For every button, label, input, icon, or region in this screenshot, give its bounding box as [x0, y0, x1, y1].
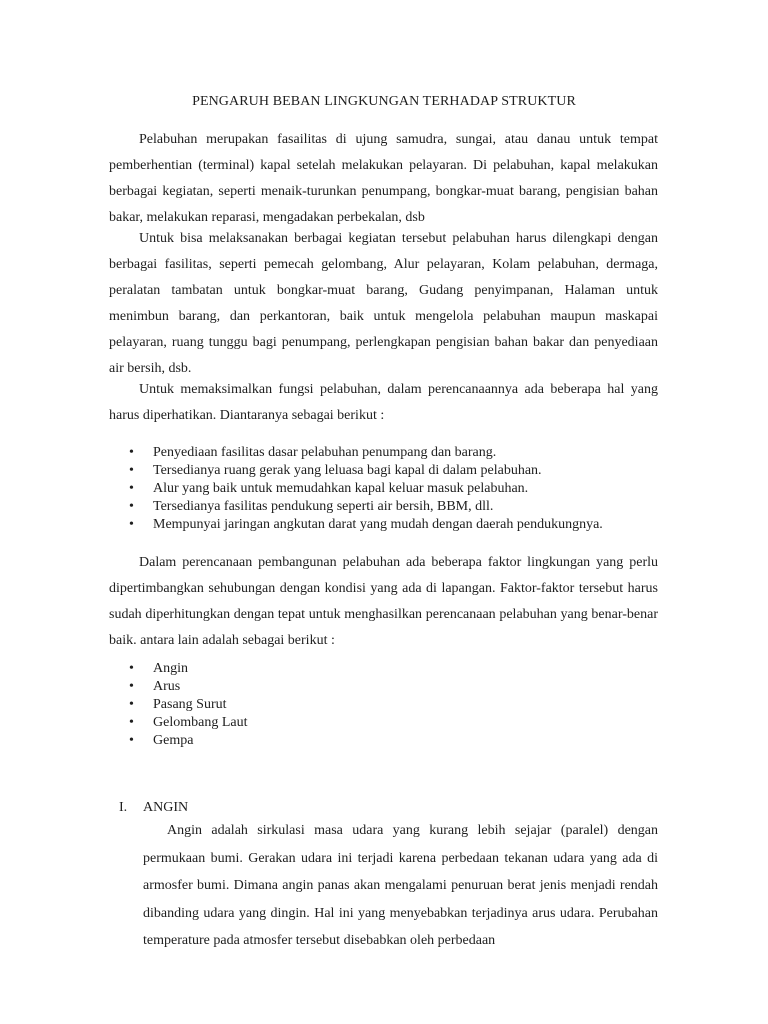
section-heading: ANGIN: [143, 800, 189, 815]
document-title: PENGARUH BEBAN LINGKUNGAN TERHADAP STRUKTUR: [192, 94, 576, 109]
list-item: • Penyediaan fasilitas dasar pelabuhan penumpang dan barang.: [129, 444, 603, 462]
section-paragraph: Angin adalah sirkulasi masa udara yang kurang lebih sejajar (paralel) dengan permukaan bumi. Gerakan udara ini terjadi karena perbedaan tekanan udara yang ada di armosfer bumi. Dimana angin panas akan mengalami penuruan berat jenis menjadi rendah dibanding udara yang dingin. Hal ini yang menyebabkan terjadinya arus udara. Perubahan temperature pada atmosfer tersebut disebabkan oleh perbedaan: [143, 823, 658, 948]
requirements-list: [129, 444, 603, 534]
paragraph-environment: Dalam perencanaan pembangunan pelabuhan ada beberapa faktor lingkungan yang perlu dipertimbangkan sehubungan dengan kondisi yang ada di lapangan. Faktor-faktor tersebut harus sudah diperhitungkan dengan tepat untuk menghasilkan perencanaan pelabuhan yang benar-benar baik. antara lain adalah sebagai berikut :: [109, 555, 658, 648]
factors-list: [129, 660, 247, 750]
list-item: • Tersedianya ruang gerak yang leluasa bagi kapal di dalam pelabuhan.: [129, 462, 603, 480]
section-number: I.: [119, 800, 128, 815]
list-item: • Pasang Surut: [129, 696, 247, 714]
list-item: • Arus: [129, 678, 247, 696]
list-item: • Gempa: [129, 732, 247, 750]
list-item: • Mempunyai jaringan angkutan darat yang mudah dengan daerah pendukungnya.: [129, 516, 603, 534]
list-item: • Gelombang Laut: [129, 714, 247, 732]
list-item: • Angin: [129, 660, 247, 678]
paragraph-facilities: Untuk bisa melaksanakan berbagai kegiatan tersebut pelabuhan harus dilengkapi dengan berbagai fasilitas, seperti pemecah gelombang, Alur pelayaran, Kolam pelabuhan, dermaga, peralatan tambatan untuk bongkar-muat barang, Gudang penyimpanan, Halaman untuk menimbun barang, dan perkantoran, baik untuk mengelola pelabuhan maupun maskapai pelayaran, ruang tunggu bagi penumpang, perlengkapan pengisian bahan bakar dan penyediaan air bersih, dsb.: [109, 231, 658, 376]
list-item: • Alur yang baik untuk memudahkan kapal keluar masuk pelabuhan.: [129, 480, 603, 498]
paragraph-intro: Pelabuhan merupakan fasailitas di ujung samudra, sungai, atau danau untuk tempat pemberhentian (terminal) kapal setelah melakukan pelayaran. Di pelabuhan, kapal melakukan berbagai kegiatan, seperti menaik-turunkan penumpang, bongkar-muat barang, pengisian bahan bakar, melakukan reparasi, mengadakan perbekalan, dsb: [109, 132, 658, 225]
list-item: • Tersedianya fasilitas pendukung seperti air bersih, BBM, dll.: [129, 498, 603, 516]
paragraph-planning: Untuk memaksimalkan fungsi pelabuhan, dalam perencanaannya ada beberapa hal yang harus diperhatikan. Diantaranya sebagai berikut :: [109, 382, 658, 423]
